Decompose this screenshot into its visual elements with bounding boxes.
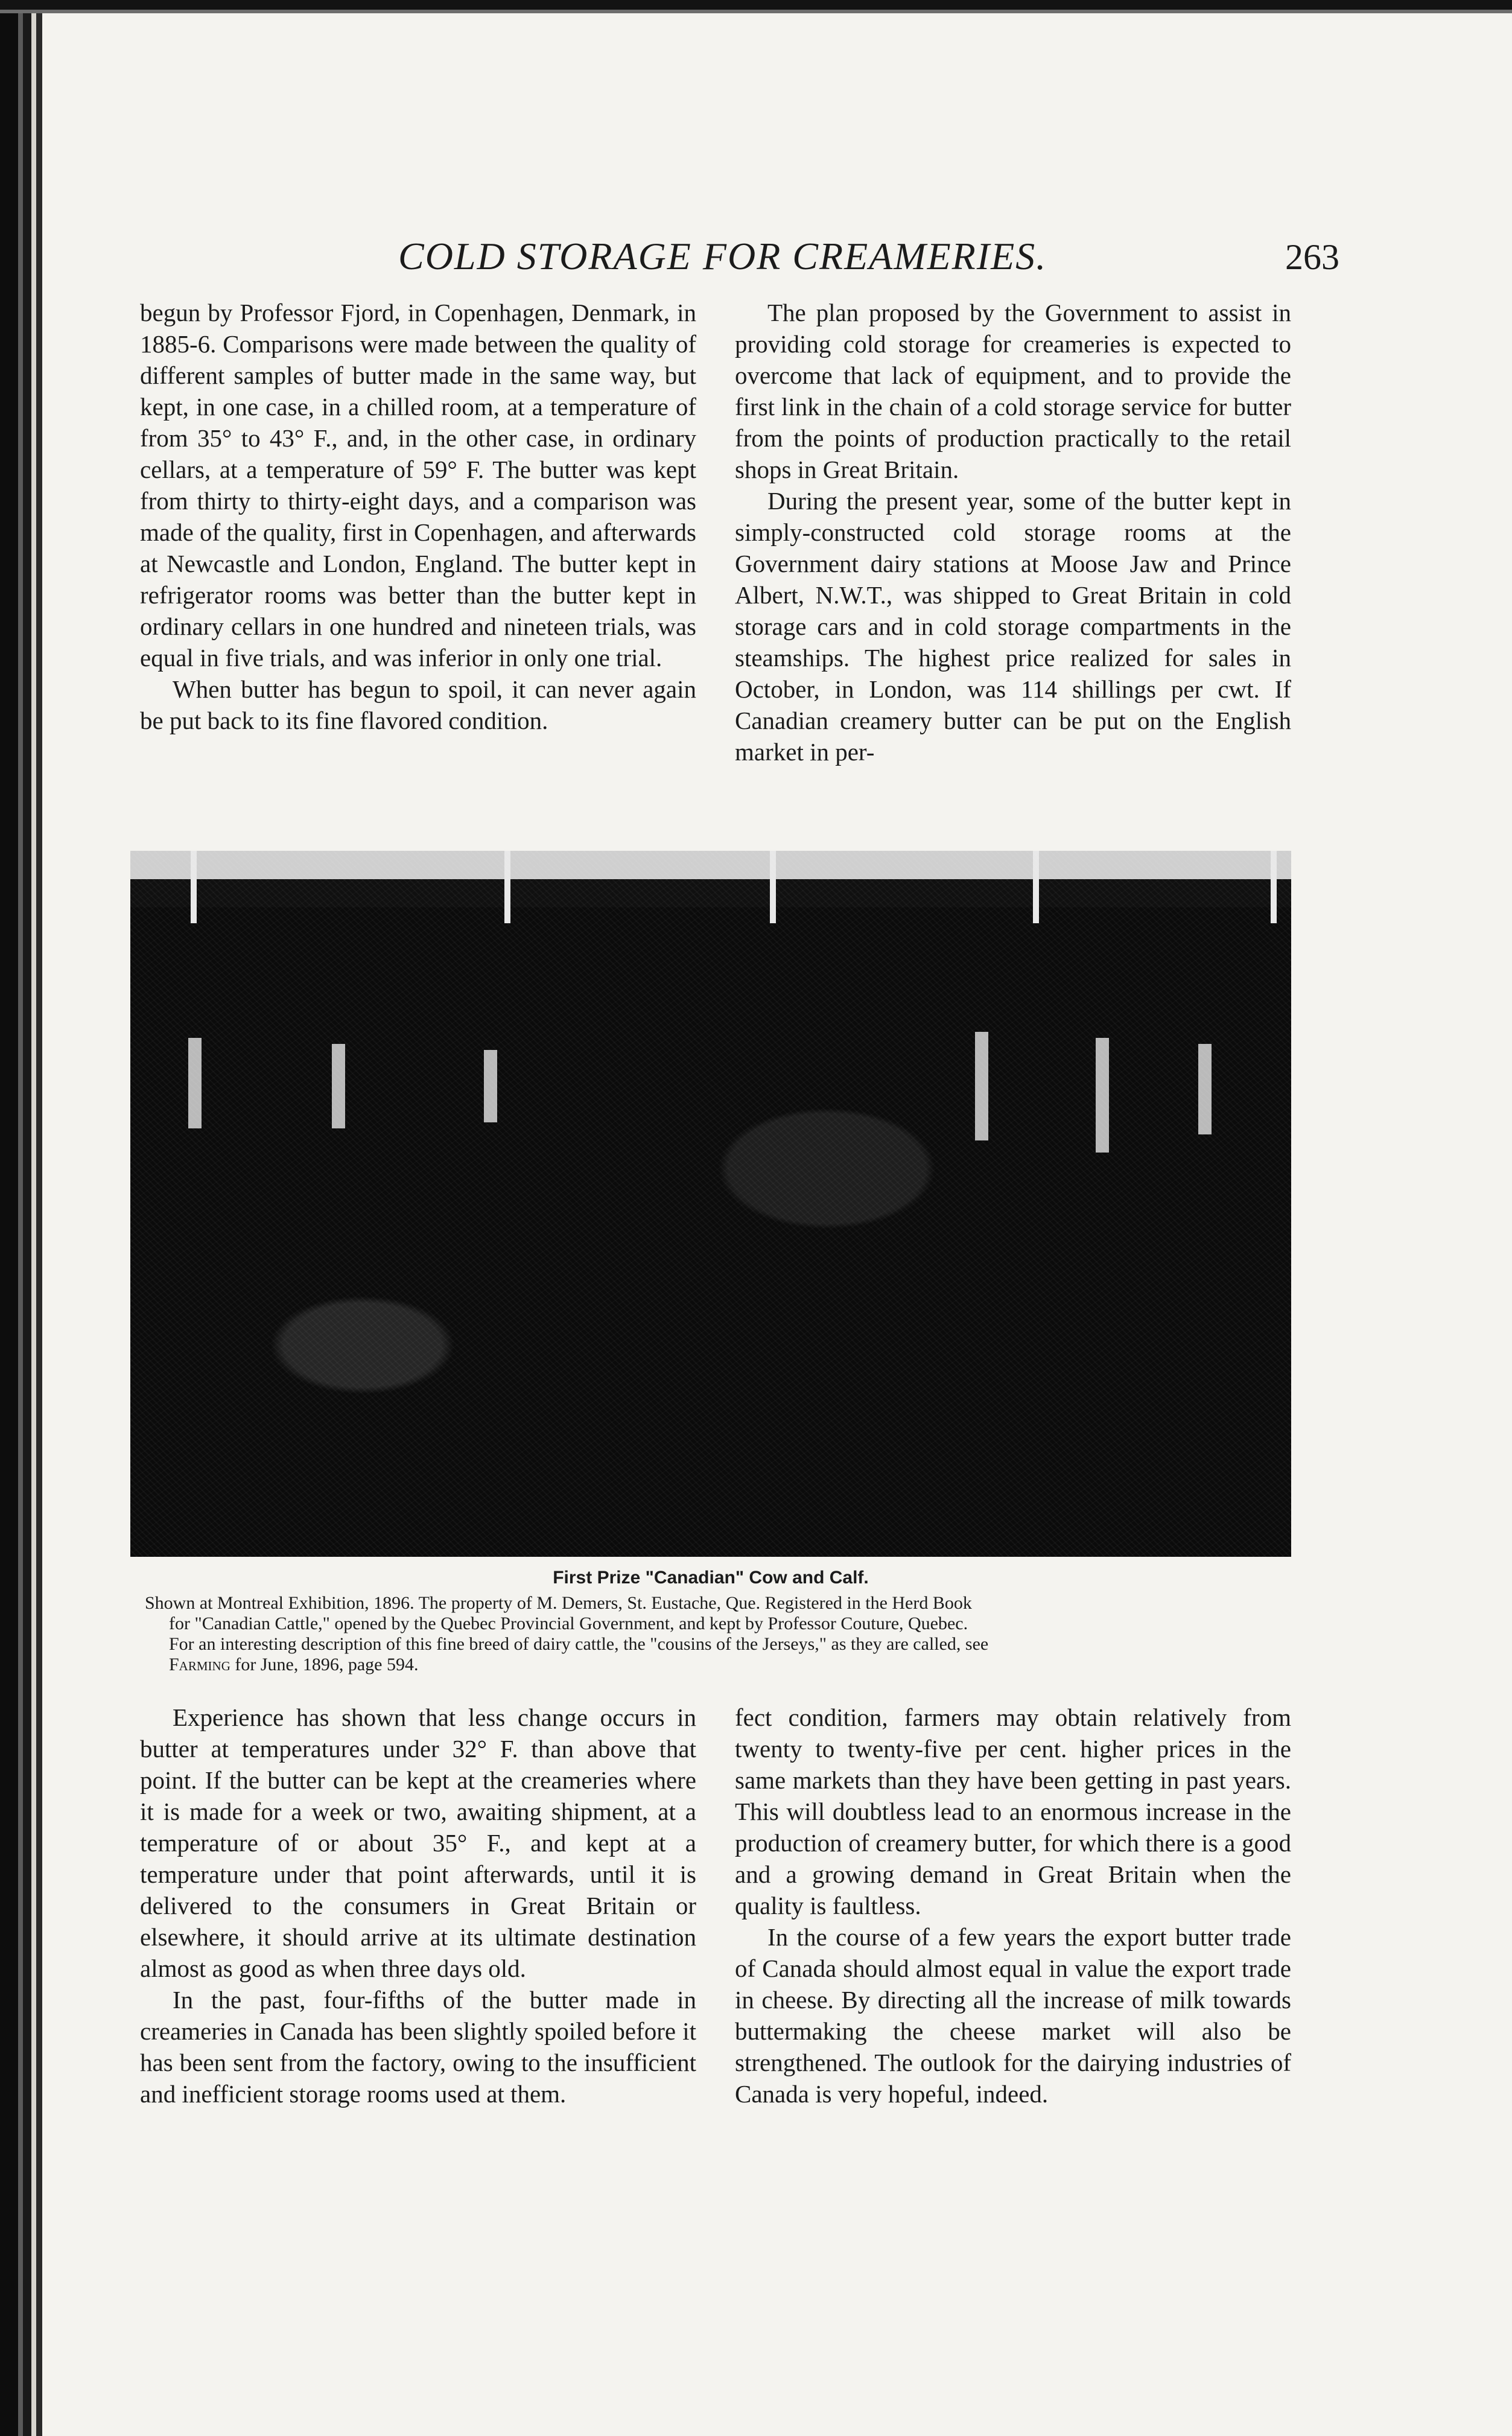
running-head <box>398 234 1339 288</box>
photo-grain <box>130 851 1291 1557</box>
caption-line: For an interesting description of this fine breed of dairy cattle, the "cousins of the Jerseys," as they are called, see <box>169 1634 989 1654</box>
paragraph: During the present year, some of the butter kept in simply-constructed cold storage rooms at the Government dairy stations at Moose Jaw and Prince Albert, N.W.T., was shipped to Great Britain in cold storage cars and in cold storage compartments in the steamships. The highest price realized for sales in October, in London, was 114 shillings per cwt. If Canadian creamery butter can be put on the English market in per- <box>735 487 1291 766</box>
scan-border-left <box>0 0 56 2436</box>
caption-line: for "Canadian Cattle," opened by the Quebec Provincial Government, and kept by Professor Couture, Quebec. <box>169 1614 968 1633</box>
scan-border-top <box>0 0 1512 21</box>
paragraph: begun by Professor Fjord, in Copenhagen, Denmark, in 1885-6. Comparisons were made between the quality of different samples of butter made in the same way, but kept, in one case, in a chilled room, at a temperature of from 35° to 43° F., and, in the other case, in ordinary cellars, at a temperature of 59° F. The butter was kept from thirty to thirty-eight days, and a comparison was made of the quality, first in Copenhagen, and afterwards at Newcastle and London, England. The butter kept in refrigerator rooms was better than the butter kept in ordinary cellars in one hundred and nineteen trials, was equal in five trials, and was inferior in only one trial. <box>140 299 696 672</box>
running-title: COLD STORAGE FOR CREAMERIES. <box>398 235 1047 278</box>
caption-source-detail: for June, 1896, page 594. <box>230 1655 419 1674</box>
paragraph: In the course of a few years the export butter trade of Canada should almost equal in value the export trade in cheese. By directing all the increase of milk towards buttermaking the cheese market will also be strengthened. The outlook for the dairying industries of Canada is very hopeful, indeed. <box>735 1923 1291 2108</box>
paragraph: fect condition, farmers may obtain relatively from twenty to twenty-five per cent. higher prices in the same markets than they have been getting in past years. This will doubtless lead to an enormous increase in the production of creamery butter, for which there is a good and a growing demand in Great Britain when the quality is faultless. <box>735 1703 1291 1919</box>
paragraph: In the past, four-fifths of the butter made in creameries in Canada has been slightly spoiled before it has been sent from the factory, owing to the insufficient and inefficient storage rooms used at them. <box>140 1986 696 2108</box>
figure-caption-title: First Prize "Canadian" Cow and Calf. <box>553 1568 869 1588</box>
cow-and-calf-photograph <box>130 851 1291 1557</box>
page-number: 263 <box>1285 237 1339 277</box>
caption-line <box>145 1655 1291 1675</box>
bottom-right-column <box>735 1702 1291 2110</box>
top-right-column <box>735 297 1291 768</box>
paragraph: The plan proposed by the Government to assist in providing cold storage for creameries is expected to overcome that lack of equipment, and to provide the first link in the chain of a cold storage service for butter from the points of production practically to the retail shops in Great Britain. <box>735 299 1291 483</box>
caption-source-name: Farming <box>169 1655 230 1674</box>
paragraph: When butter has begun to spoil, it can never again be put back to its fine flavored condition. <box>140 675 696 734</box>
top-left-column <box>140 297 696 736</box>
figure-caption <box>145 1593 1291 1675</box>
paragraph: Experience has shown that less change occurs in butter at temperatures under 32° F. than above that point. If the butter can be kept at the creameries where it is made for a week or two, awaiting shipment, at a temperature of or about 35° F., and kept at a temperature under that point afterwards, until it is delivered to the consumers in Great Britain or elsewhere, it should arrive at its ultimate destination almost as good as when three days old. <box>140 1703 696 1982</box>
caption-line: Shown at Montreal Exhibition, 1896. The property of M. Demers, St. Eustache, Que. Registered in the Herd Book <box>145 1593 972 1613</box>
bottom-left-column <box>140 1702 696 2110</box>
